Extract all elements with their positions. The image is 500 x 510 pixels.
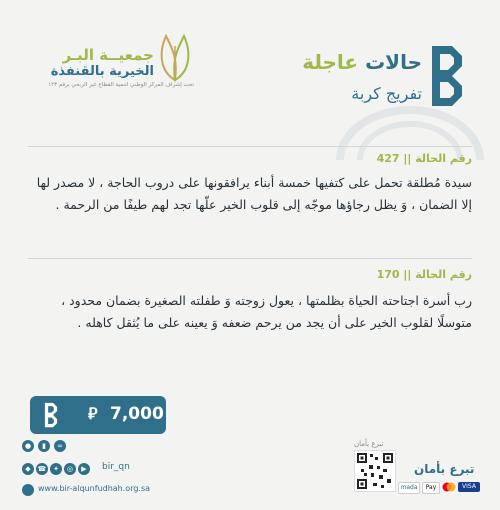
riyal-icon: ⃁ xyxy=(88,404,98,423)
social-handle[interactable]: bir_qn xyxy=(102,462,130,472)
social-links xyxy=(22,463,152,479)
globe-icon xyxy=(22,484,34,496)
title-part2: عاجلة xyxy=(302,50,359,74)
youtube-icon[interactable]: ▶ xyxy=(78,463,90,475)
amount-badge xyxy=(30,396,166,434)
people-icon: ● xyxy=(22,440,34,452)
org-name-line2: الخيرية بالقنفذة xyxy=(50,64,154,79)
website-link[interactable] xyxy=(22,484,192,498)
brand-mark-icon xyxy=(430,44,464,108)
contact-icons xyxy=(22,440,82,454)
divider xyxy=(28,146,472,147)
mada-icon: mada xyxy=(398,482,420,494)
leaf-logo-icon xyxy=(156,32,194,82)
org-logo xyxy=(24,32,204,102)
link-icon: ∞ xyxy=(54,440,66,452)
title-part1: حالات xyxy=(365,50,422,74)
page-subtitle: تفريج كربة xyxy=(351,84,422,103)
page-title xyxy=(252,50,422,74)
org-registration-note: تحت إشراف المركز الوطني لتنمية القطاع غير الربحي برقم ١٢٣ xyxy=(48,82,194,88)
apple-pay-icon: Pay xyxy=(422,482,440,494)
qr-label: تبرع بأمان xyxy=(354,440,384,448)
twitter-icon[interactable]: ✦ xyxy=(50,463,62,475)
visa-icon: VISA xyxy=(458,482,480,492)
mastercard-icon xyxy=(442,482,456,492)
org-name-line1: جمعيــة البـر xyxy=(62,46,154,64)
brand-mark-icon xyxy=(38,402,64,428)
decorative-arcs xyxy=(320,100,500,160)
website-url[interactable]: www.bir-alqunfudhah.org.sa xyxy=(38,484,151,493)
payment-methods xyxy=(396,482,486,494)
instagram-icon[interactable]: ◎ xyxy=(64,463,76,475)
case-number: رقم الحالة || 427 xyxy=(376,152,472,165)
snapchat-icon[interactable]: ◆ xyxy=(22,463,34,475)
case-description: رب أسرة اجتاحته الحياة بظلمتها ، يعول زوجته وَ طفلته الصغيرة بضمان محدود ، متوسلًا لقلوب الخير على أن يجد من يرحم ضعفه وَ يعينه على ما يُثقل كاهله . xyxy=(61,293,472,330)
whatsapp-icon[interactable]: ☎ xyxy=(37,465,47,473)
qr-code[interactable] xyxy=(354,450,396,492)
case-number: رقم الحالة || 170 xyxy=(376,268,472,281)
chart-icon: ▮ xyxy=(38,440,50,452)
case-description: سيدة مُطلقة تحمل على كتفيها خمسة أبناء يرافقونها على دروب الحاجة ، لا مصدر لها إلا الضمان ، وَ يظل رجاؤها موجّه إلى قلوب الخير علّها تجد لهم طيفًا من الرحمة . xyxy=(36,175,472,212)
amount-value: 7,000 xyxy=(110,404,164,424)
donate-title: تبرع بأمان xyxy=(414,462,475,476)
divider xyxy=(28,258,472,259)
